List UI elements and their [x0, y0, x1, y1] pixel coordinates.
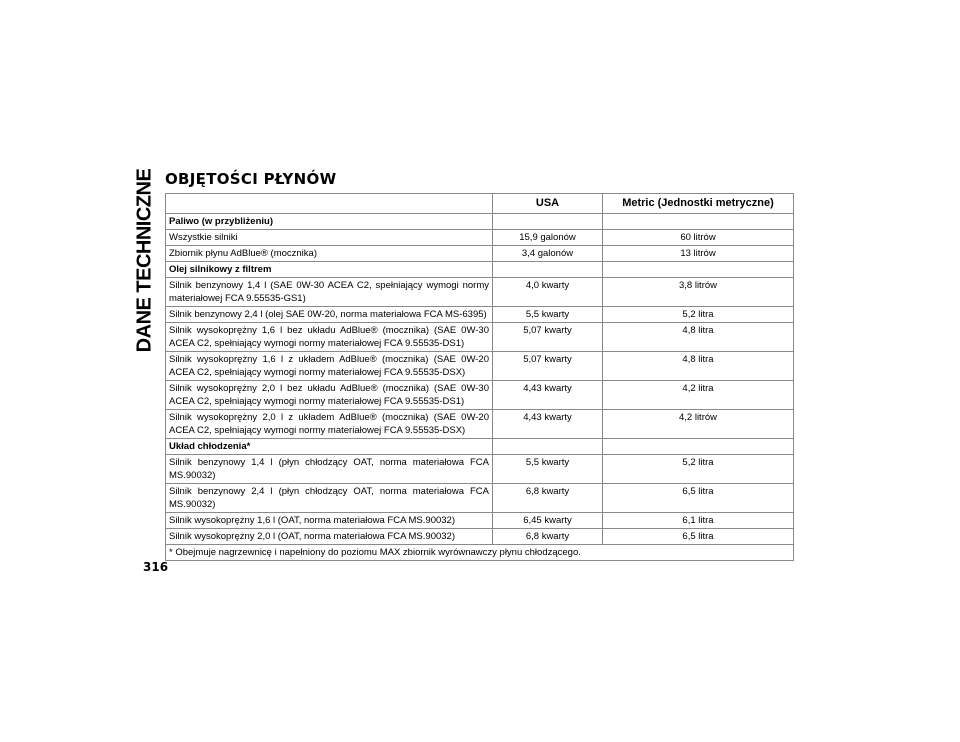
table-row [166, 323, 794, 352]
metric-value: 13 litrów [603, 246, 794, 262]
table-row [166, 352, 794, 381]
row-label: Zbiornik płynu AdBlue® (mocznika) [166, 246, 493, 262]
row-label: Silnik wysokoprężny 1,6 l bez układu AdBlue® (mocznika) (SAE 0W-30 ACEA C2, spełniający wymogi normy materiałowej FCA 9.55535-DS1) [166, 323, 493, 352]
row-label: Silnik wysokoprężny 1,6 l (OAT, norma materiałowa FCA MS.90032) [166, 513, 493, 529]
fluid-capacities-table [165, 193, 794, 561]
table-row [166, 455, 794, 484]
usa-value: 5,5 kwarty [493, 455, 603, 484]
usa-value: 5,5 kwarty [493, 307, 603, 323]
metric-value: 6,5 litra [603, 529, 794, 545]
metric-value: 4,8 litra [603, 323, 794, 352]
metric-value: 5,2 litra [603, 307, 794, 323]
row-label: Silnik wysokoprężny 2,0 l (OAT, norma materiałowa FCA MS.90032) [166, 529, 493, 545]
row-label: Silnik benzynowy 1,4 l (SAE 0W-30 ACEA C2, spełniający wymogi normy materiałowej FCA 9.55535-GS1) [166, 278, 493, 307]
table-row [166, 262, 794, 278]
row-label: Silnik benzynowy 2,4 l (płyn chłodzący OAT, norma materiałowa FCA MS.90032) [166, 484, 493, 513]
metric-value: 4,2 litrów [603, 410, 794, 439]
page-title: OBJĘTOŚCI PŁYNÓW [165, 170, 337, 188]
table-row [166, 410, 794, 439]
section-cooling-system: Układ chłodzenia* [166, 439, 493, 455]
section-fuel: Paliwo (w przybliżeniu) [166, 214, 493, 230]
usa-value: 6,8 kwarty [493, 529, 603, 545]
table-row [166, 484, 794, 513]
section-engine-oil: Olej silnikowy z filtrem [166, 262, 493, 278]
usa-value: 5,07 kwarty [493, 352, 603, 381]
usa-value: 6,8 kwarty [493, 484, 603, 513]
row-label: Silnik benzynowy 2,4 l (olej SAE 0W-20, norma materiałowa FCA MS-6395) [166, 307, 493, 323]
row-label: Silnik wysokoprężny 2,0 l z układem AdBlue® (mocznika) (SAE 0W-20 ACEA C2, spełniający wymogi normy materiałowej FCA 9.55535-DSX) [166, 410, 493, 439]
table-row [166, 381, 794, 410]
table-header-row [166, 194, 794, 214]
table-row [166, 307, 794, 323]
usa-value [493, 439, 603, 455]
usa-value: 5,07 kwarty [493, 323, 603, 352]
table-row [166, 439, 794, 455]
metric-value: 4,2 litra [603, 381, 794, 410]
table-row [166, 278, 794, 307]
table-row [166, 246, 794, 262]
metric-value [603, 214, 794, 230]
usa-value [493, 214, 603, 230]
usa-value: 3,4 galonów [493, 246, 603, 262]
header-metric: Metric (Jednostki metryczne) [603, 194, 794, 214]
section-side-title-text: DANE TECHNICZNE [133, 168, 156, 353]
table-row [166, 230, 794, 246]
row-label: Silnik wysokoprężny 1,6 l z układem AdBlue® (mocznika) (SAE 0W-20 ACEA C2, spełniający wymogi normy materiałowej FCA 9.55535-DSX) [166, 352, 493, 381]
metric-value [603, 439, 794, 455]
table-footnote: * Obejmuje nagrzewnicę i napełniony do poziomu MAX zbiornik wyrównawczy płynu chłodzącego. [166, 545, 794, 561]
metric-value: 3,8 litrów [603, 278, 794, 307]
row-label: Silnik wysokoprężny 2,0 l bez układu AdBlue® (mocznika) (SAE 0W-30 ACEA C2, spełniający wymogi normy materiałowej FCA 9.55535-DS1) [166, 381, 493, 410]
table-row [166, 529, 794, 545]
header-usa: USA [493, 194, 603, 214]
metric-value [603, 262, 794, 278]
table-footnote-row [166, 545, 794, 561]
usa-value: 4,43 kwarty [493, 381, 603, 410]
row-label: Wszystkie silniki [166, 230, 493, 246]
table-row [166, 214, 794, 230]
table-row [166, 513, 794, 529]
metric-value: 6,1 litra [603, 513, 794, 529]
usa-value: 4,0 kwarty [493, 278, 603, 307]
metric-value: 4,8 litra [603, 352, 794, 381]
section-side-title [122, 168, 168, 353]
metric-value: 60 litrów [603, 230, 794, 246]
usa-value [493, 262, 603, 278]
row-label: Silnik benzynowy 1,4 l (płyn chłodzący OAT, norma materiałowa FCA MS.90032) [166, 455, 493, 484]
usa-value: 6,45 kwarty [493, 513, 603, 529]
metric-value: 6,5 litra [603, 484, 794, 513]
metric-value: 5,2 litra [603, 455, 794, 484]
usa-value: 4,43 kwarty [493, 410, 603, 439]
page-number: 316 [143, 560, 169, 574]
usa-value: 15,9 galonów [493, 230, 603, 246]
header-description [166, 194, 493, 214]
